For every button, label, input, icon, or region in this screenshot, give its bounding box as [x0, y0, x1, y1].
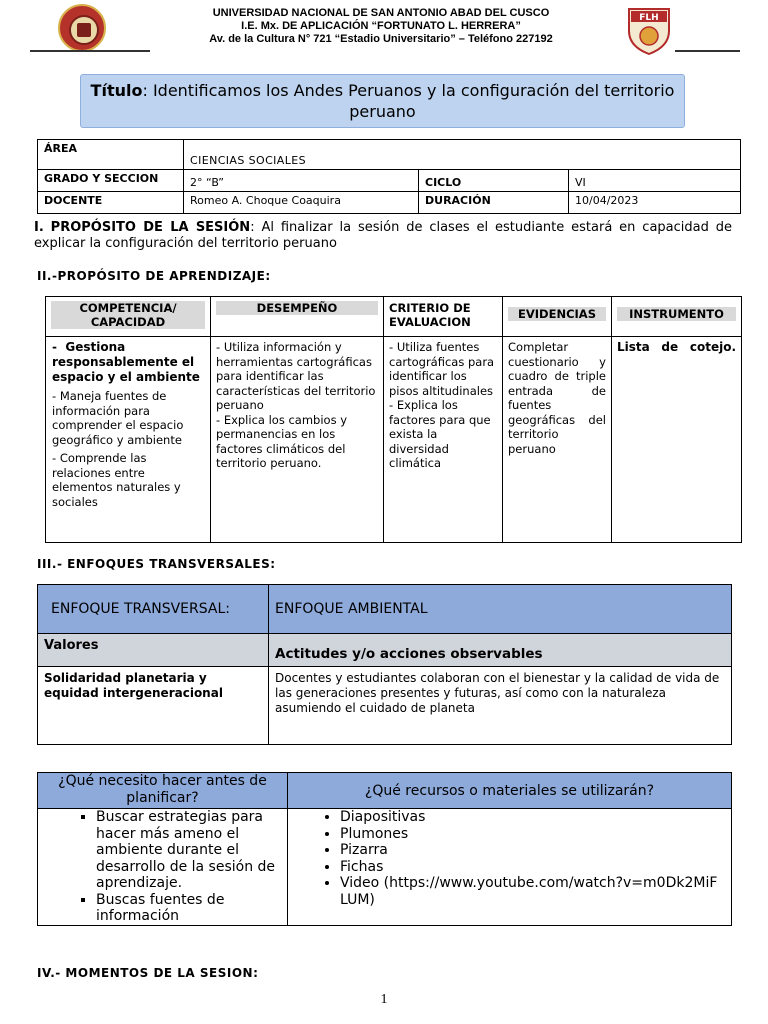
- capacidad-item: - Comprende las relaciones entre elementos naturales y sociales: [52, 451, 181, 509]
- section4-title: IV.- MOMENTOS DE LA SESION:: [37, 966, 259, 980]
- enfoque-value: ENFOQUE AMBIENTAL: [269, 585, 732, 634]
- grado-label: GRADO Y SECCION: [38, 170, 184, 192]
- learning-purpose-table: [45, 296, 742, 543]
- duracion-value: 10/04/2023: [569, 192, 741, 214]
- desempeno-cell: [211, 337, 384, 543]
- header-competencia: COMPETENCIA/ CAPACIDAD: [46, 297, 211, 337]
- university-logo: [58, 4, 106, 52]
- competencia-cell: [46, 337, 211, 543]
- desempeno-item: - Utiliza información y herramientas cartográficas para identificar las características del territorio peruano: [216, 340, 376, 412]
- desempeno-item: - Explica los cambios y permanencias en los factores climáticos del territorio peruano.: [216, 412, 348, 470]
- criterio-item: - Utiliza fuentes cartográficas para identificar los pisos altitudinales: [389, 340, 495, 398]
- grado-value: 2° “B”: [184, 170, 419, 192]
- section3-title: III.- ENFOQUES TRANSVERSALES:: [37, 557, 276, 571]
- valores-label: Valores: [38, 634, 269, 667]
- list-item: • Fichas: [340, 859, 725, 876]
- actitudes-label: Actitudes y/o acciones observables: [269, 634, 732, 667]
- criterio-cell: [384, 337, 503, 543]
- criterio-item: - Explica los factores para que exista la diversidad climática: [389, 398, 491, 470]
- planning-table: [37, 772, 732, 926]
- preparation-list: [44, 809, 281, 925]
- planning-header-left: ¿Qué necesito hacer antes de planificar?: [38, 773, 288, 809]
- ciclo-value: VI: [569, 170, 741, 192]
- docente-label: DOCENTE: [38, 192, 184, 214]
- valor-cell: Solidaridad planetaria y equidad intergeneracional: [38, 667, 269, 745]
- header-address: Av. de la Cultura N° 721 “Estadio Universitario” – Teléfono 227192: [209, 33, 553, 45]
- ciclo-label: CICLO: [419, 170, 569, 192]
- actitud-cell: Docentes y estudiantes colaboran con el bienestar y la calidad de vida de las generaciones presentes y futuras, así como con la naturaleza asumiendo el cuidado de planeta: [269, 667, 732, 745]
- materials-list: [294, 809, 725, 908]
- header-rule-left: [30, 50, 150, 52]
- area-label: ÁREA: [38, 140, 184, 170]
- header-desempeno: DESEMPEÑO: [211, 297, 384, 337]
- section1-text: : Al finalizar la sesión de clases el estudiante estará en capacidad de explicar la configuración del territorio peruano: [34, 220, 732, 251]
- area-value: CIENCIAS SOCIALES: [184, 140, 741, 170]
- list-item: • Plumones: [340, 826, 725, 843]
- header-university: UNIVERSIDAD NACIONAL DE SAN ANTONIO ABAD DEL CUSCO: [212, 7, 550, 19]
- school-shield-logo: [627, 7, 671, 55]
- title-text: : Identificamos los Andes Peruanos y la configuración del territorio peruano: [142, 81, 675, 121]
- video-link[interactable]: • Video (https://www.youtube.com/watch?v=m0Dk2MiFLUM): [340, 875, 725, 908]
- title-label: Título: [90, 81, 143, 100]
- evidencias-cell: Completar cuestionario y cuadro de triple entrada de fuentes geográficas del territorio peruano: [503, 337, 612, 543]
- header-criterio: CRITERIO DE EVALUACION: [384, 297, 503, 337]
- instrumento-cell: Lista de cotejo.: [612, 337, 742, 543]
- session-purpose: [34, 220, 732, 252]
- list-item: ▪ Buscar estrategias para hacer más ameno el ambiente durante el desarrollo de la sesión de aprendizaje.: [96, 809, 281, 892]
- section1-label: PROPÓSITO DE LA SESIÓN: [50, 220, 251, 235]
- planning-header-right: ¿Qué recursos o materiales se utilizarán?: [288, 773, 732, 809]
- header-rule-right: [675, 50, 740, 52]
- enfoques-table: [37, 584, 732, 745]
- section2-title: II.-PROPÓSITO DE APRENDIZAJE:: [37, 269, 271, 283]
- list-item: • Pizarra: [340, 842, 725, 859]
- capacidad-item: - Maneja fuentes de información para comprender el espacio geográfico y ambiente: [52, 389, 184, 447]
- list-item: ▪ Buscas fuentes de información: [96, 892, 281, 925]
- shield-letters: FLH: [639, 13, 659, 23]
- session-title: [80, 74, 685, 128]
- info-table: [37, 139, 741, 214]
- header-instrumento: INSTRUMENTO: [612, 297, 742, 337]
- list-item: • Diapositivas: [340, 809, 725, 826]
- planning-right-cell: [288, 809, 732, 926]
- docente-value: Romeo A. Choque Coaquira: [184, 192, 419, 214]
- header-school: I.E. Mx. DE APLICACIÓN “FORTUNATO L. HERRERA”: [241, 20, 521, 32]
- competencia-main: - Gestiona responsablemente el espacio y el ambiente: [52, 340, 200, 384]
- page-number: 1: [380, 992, 388, 1007]
- section1-number: I.: [34, 220, 44, 235]
- planning-left-cell: [38, 809, 288, 926]
- header-evidencias: EVIDENCIAS: [503, 297, 612, 337]
- duracion-label: DURACIÓN: [419, 192, 569, 214]
- enfoque-label: ENFOQUE TRANSVERSAL:: [38, 585, 269, 634]
